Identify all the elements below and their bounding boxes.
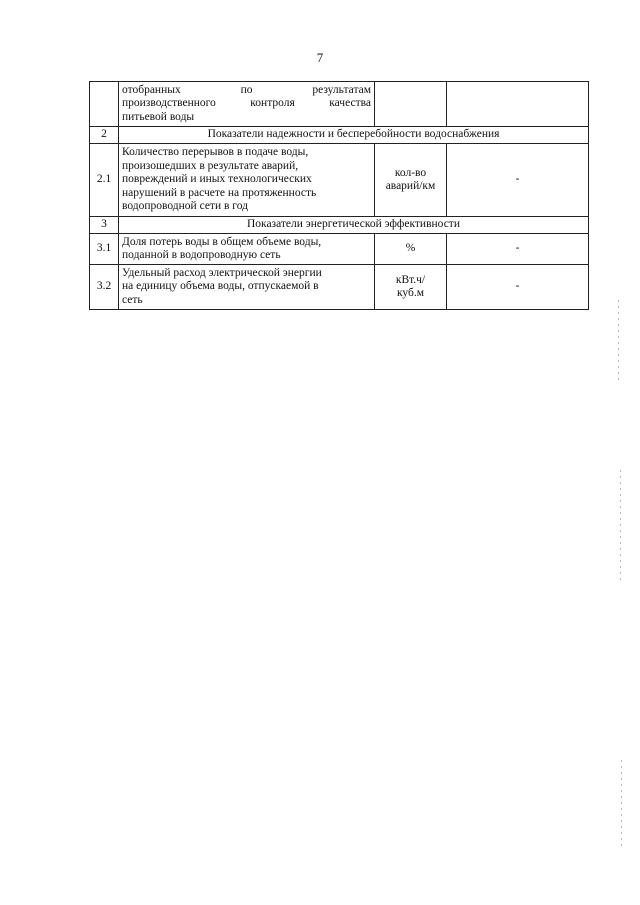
indicator-name xyxy=(119,82,375,127)
indicator-name xyxy=(119,144,375,217)
text-line: нарушений в расчете на протяженность xyxy=(122,186,317,199)
section-title: Показатели надежности и бесперебойности водоснабжения xyxy=(119,127,589,144)
text-line: производственного контроля качества xyxy=(122,97,371,110)
unit-line: куб.м xyxy=(396,287,425,299)
value-cell: - xyxy=(447,234,589,265)
indicator-name xyxy=(119,234,375,265)
section-title: Показатели энергетической эффективности xyxy=(119,217,589,234)
section-row xyxy=(90,217,589,234)
section-row xyxy=(90,127,589,144)
text-line: на единицу объема воды, отпускаемой в xyxy=(122,280,319,293)
page-number: 7 xyxy=(316,50,324,65)
unit-cell xyxy=(375,265,447,310)
text-line: отобранных по результатам xyxy=(122,83,371,96)
text-line: произошедших в результате аварий, xyxy=(122,159,299,172)
text-line: Количество перерывов в подаче воды, xyxy=(122,146,309,159)
value-cell xyxy=(447,82,589,127)
text-line: сеть xyxy=(122,293,143,306)
text-line: водопроводной сети в год xyxy=(122,200,248,213)
unit-cell xyxy=(375,144,447,217)
table-row xyxy=(90,144,589,217)
section-number: 3 xyxy=(90,217,119,234)
value-cell: - xyxy=(447,144,589,217)
unit-cell xyxy=(375,82,447,127)
row-number: 3.1 xyxy=(90,234,119,265)
section-number: 2 xyxy=(90,127,119,144)
scan-edge-mark xyxy=(620,470,621,580)
value-cell: - xyxy=(447,265,589,310)
unit-line: кол-во xyxy=(394,166,427,179)
table-row xyxy=(90,234,589,265)
table-row xyxy=(90,265,589,310)
scan-edge-mark xyxy=(621,760,622,850)
unit-line: кВт.ч/ xyxy=(395,273,426,286)
text-line: питьевой воды xyxy=(122,110,195,123)
unit-cell: % xyxy=(375,234,447,265)
table-row xyxy=(90,82,589,127)
text-line: повреждений и иных технологических xyxy=(122,173,312,186)
row-number xyxy=(90,82,119,127)
indicators-table xyxy=(89,81,589,310)
text-line: поданной в водопроводную сеть xyxy=(122,249,281,261)
row-number: 3.2 xyxy=(90,265,119,310)
indicator-name xyxy=(119,265,375,310)
text-line: Доля потерь воды в общем объеме воды, xyxy=(122,235,322,248)
text-line: Удельный расход электрической энергии xyxy=(122,266,322,279)
scan-edge-mark xyxy=(618,300,619,380)
unit-line: аварий/км xyxy=(385,180,436,192)
row-number: 2.1 xyxy=(90,144,119,217)
